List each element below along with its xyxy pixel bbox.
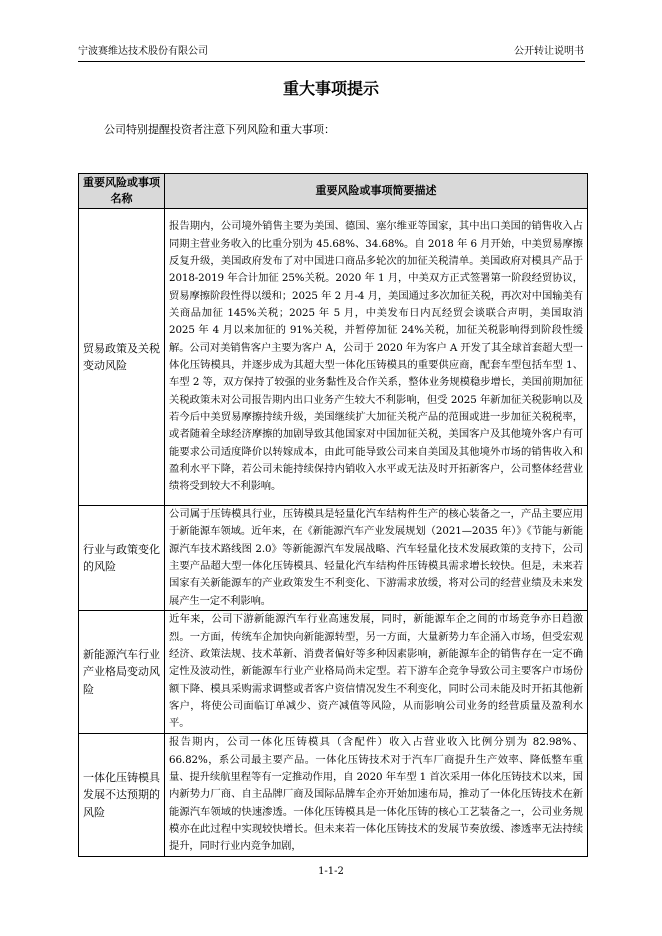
table-row bbox=[79, 209, 588, 506]
header-doc-type: 公开转让说明书 bbox=[514, 46, 584, 57]
risk-name: 贸易政策及关税变动风险 bbox=[79, 209, 165, 506]
page-title: 重大事项提示 bbox=[282, 79, 379, 98]
risk-name: 一体化压铸模具发展不达预期的风险 bbox=[79, 734, 165, 857]
risk-description: 报告期内，公司一体化压铸模具（含配件）收入占营业收入比例分别为 82.98%、66.82%，系公司最主要产品。一体化压铸技术对于汽车厂商提升生产效率、降低整车重量、提升续航里程等有一定推动作用，自 2020 年车型 1 首次采用一体化压铸技术以来，国内新势力厂商、自主品牌厂商及国际品牌车企亦开始加速布局，推动了一体化压铸技术在新能源汽车领域的快速渗透。一体化压铸模具是一体化压铸的核心工艺装备之一，公司业务规模亦在此过程中实现较快增长。但未来若一体化压铸技术的发展节奏放缓、渗透率无法持续提升，同时行业内竞争加剧， bbox=[165, 734, 588, 857]
risk-table bbox=[78, 173, 588, 857]
risk-description: 公司属于压铸模具行业，压铸模具是轻量化汽车结构件生产的核心装备之一，产品主要应用于新能源车领域。近年来，在《新能源汽车产业发展规划（2021—2035 年）》《节能与新能源汽车技术路线图 2.0》等新能源汽车发展战略、汽车轻量化技术发展政策的支持下，公司主要产品超大型一体化压铸模具、轻量化汽车结构件压铸模具需求增长较快。但是，未来若国家有关新能源车的产业政策发生不利变化、下游需求放缓，将对公司的经营业绩及未来发展产生一定不利影响。 bbox=[165, 506, 588, 611]
page-number: 1-1-2 bbox=[318, 866, 344, 877]
risk-name: 行业与政策变化的风险 bbox=[79, 506, 165, 611]
table-row bbox=[79, 734, 588, 857]
risk-description: 近年来，公司下游新能源汽车行业高速发展，同时，新能源车企之间的市场竞争亦日趋激烈。一方面，传统车企加快向新能源转型，另一方面，大量新势力车企涌入市场，但受宏观经济、政策法规、技术革新、消费者偏好等多种因素影响，新能源车企的销售存在一定不确定性及波动性，新能源车行业产业格局尚未定型。若下游车企竞争导致公司主要客户市场份额下降、模具采购需求调整或者客户资信情况发生不利变化，同时公司未能及时开拓其他新客户，将使公司面临订单减少、资产减值等风险，从而影响公司业务的经营质量及盈利水平。 bbox=[165, 611, 588, 734]
header-company: 宁波赛维达技术股份有限公司 bbox=[78, 46, 208, 57]
table-header-row bbox=[79, 174, 588, 209]
header-rule bbox=[78, 61, 585, 62]
table-row bbox=[79, 611, 588, 734]
risk-name: 新能源汽车行业产业格局变动风险 bbox=[79, 611, 165, 734]
table-row bbox=[79, 506, 588, 611]
intro-text: 公司特别提醒投资者注意下列风险和重大事项： bbox=[104, 123, 335, 136]
header-risk-desc: 重要风险或事项简要描述 bbox=[165, 174, 588, 209]
header-risk-name: 重要风险或事项名称 bbox=[79, 174, 165, 209]
risk-description: 报告期内，公司境外销售主要为美国、德国、塞尔维亚等国家，其中出口美国的销售收入占同期主营业务收入的比重分别为 45.68%、34.68%。自 2018 年 6 月开始，中美贸易摩擦反复升级，美国政府发布了对中国进口商品多轮次的加征关税清单。美国政府对模具产品于 2018-2019 年合计加征 25%关税。2020 年 1 月，中美双方正式签署第一阶段经贸协议，贸易摩擦阶段性得以缓和；2025 年 2 月-4 月，美国通过多次加征关税，再次对中国输美有关商品加征 145%关税；2025 年 5 月，中美发布日内瓦经贸会谈联合声明，美国取消 2025 年 4 月以来加征的 91%关税，并暂停加征 24%关税，加征关税影响得到阶段性缓解。公司对美销售客户主要为客户 A，公司于 2020 年为客户 A 开发了其全球首套超大型一体化压铸模具，并逐步成为其超大型一体化压铸模具的重要供应商，配套车型包括车型 1、车型 2 等，双方保持了较强的业务黏性及合作关系，整体业务规模稳步增长，美国前期加征关税政策未对公司报告期内出口业务产生较大不利影响，但受 2025 年新加征关税影响以及若今后中美贸易摩擦持续升级，美国继续扩大加征关税产品的范围或进一步加征关税税率，或者随着全球经济摩擦的加剧导致其他国家对中国加征关税，美国客户及其他境外客户有可能要求公司适度降价以转嫁成本，由此可能导致公司来自美国及其他境外市场的销售收入和盈利水平下降，若公司未能持续保持内销收入水平或无法及时开拓新客户，公司整体经营业绩将受到较大不利影响。 bbox=[165, 209, 588, 506]
